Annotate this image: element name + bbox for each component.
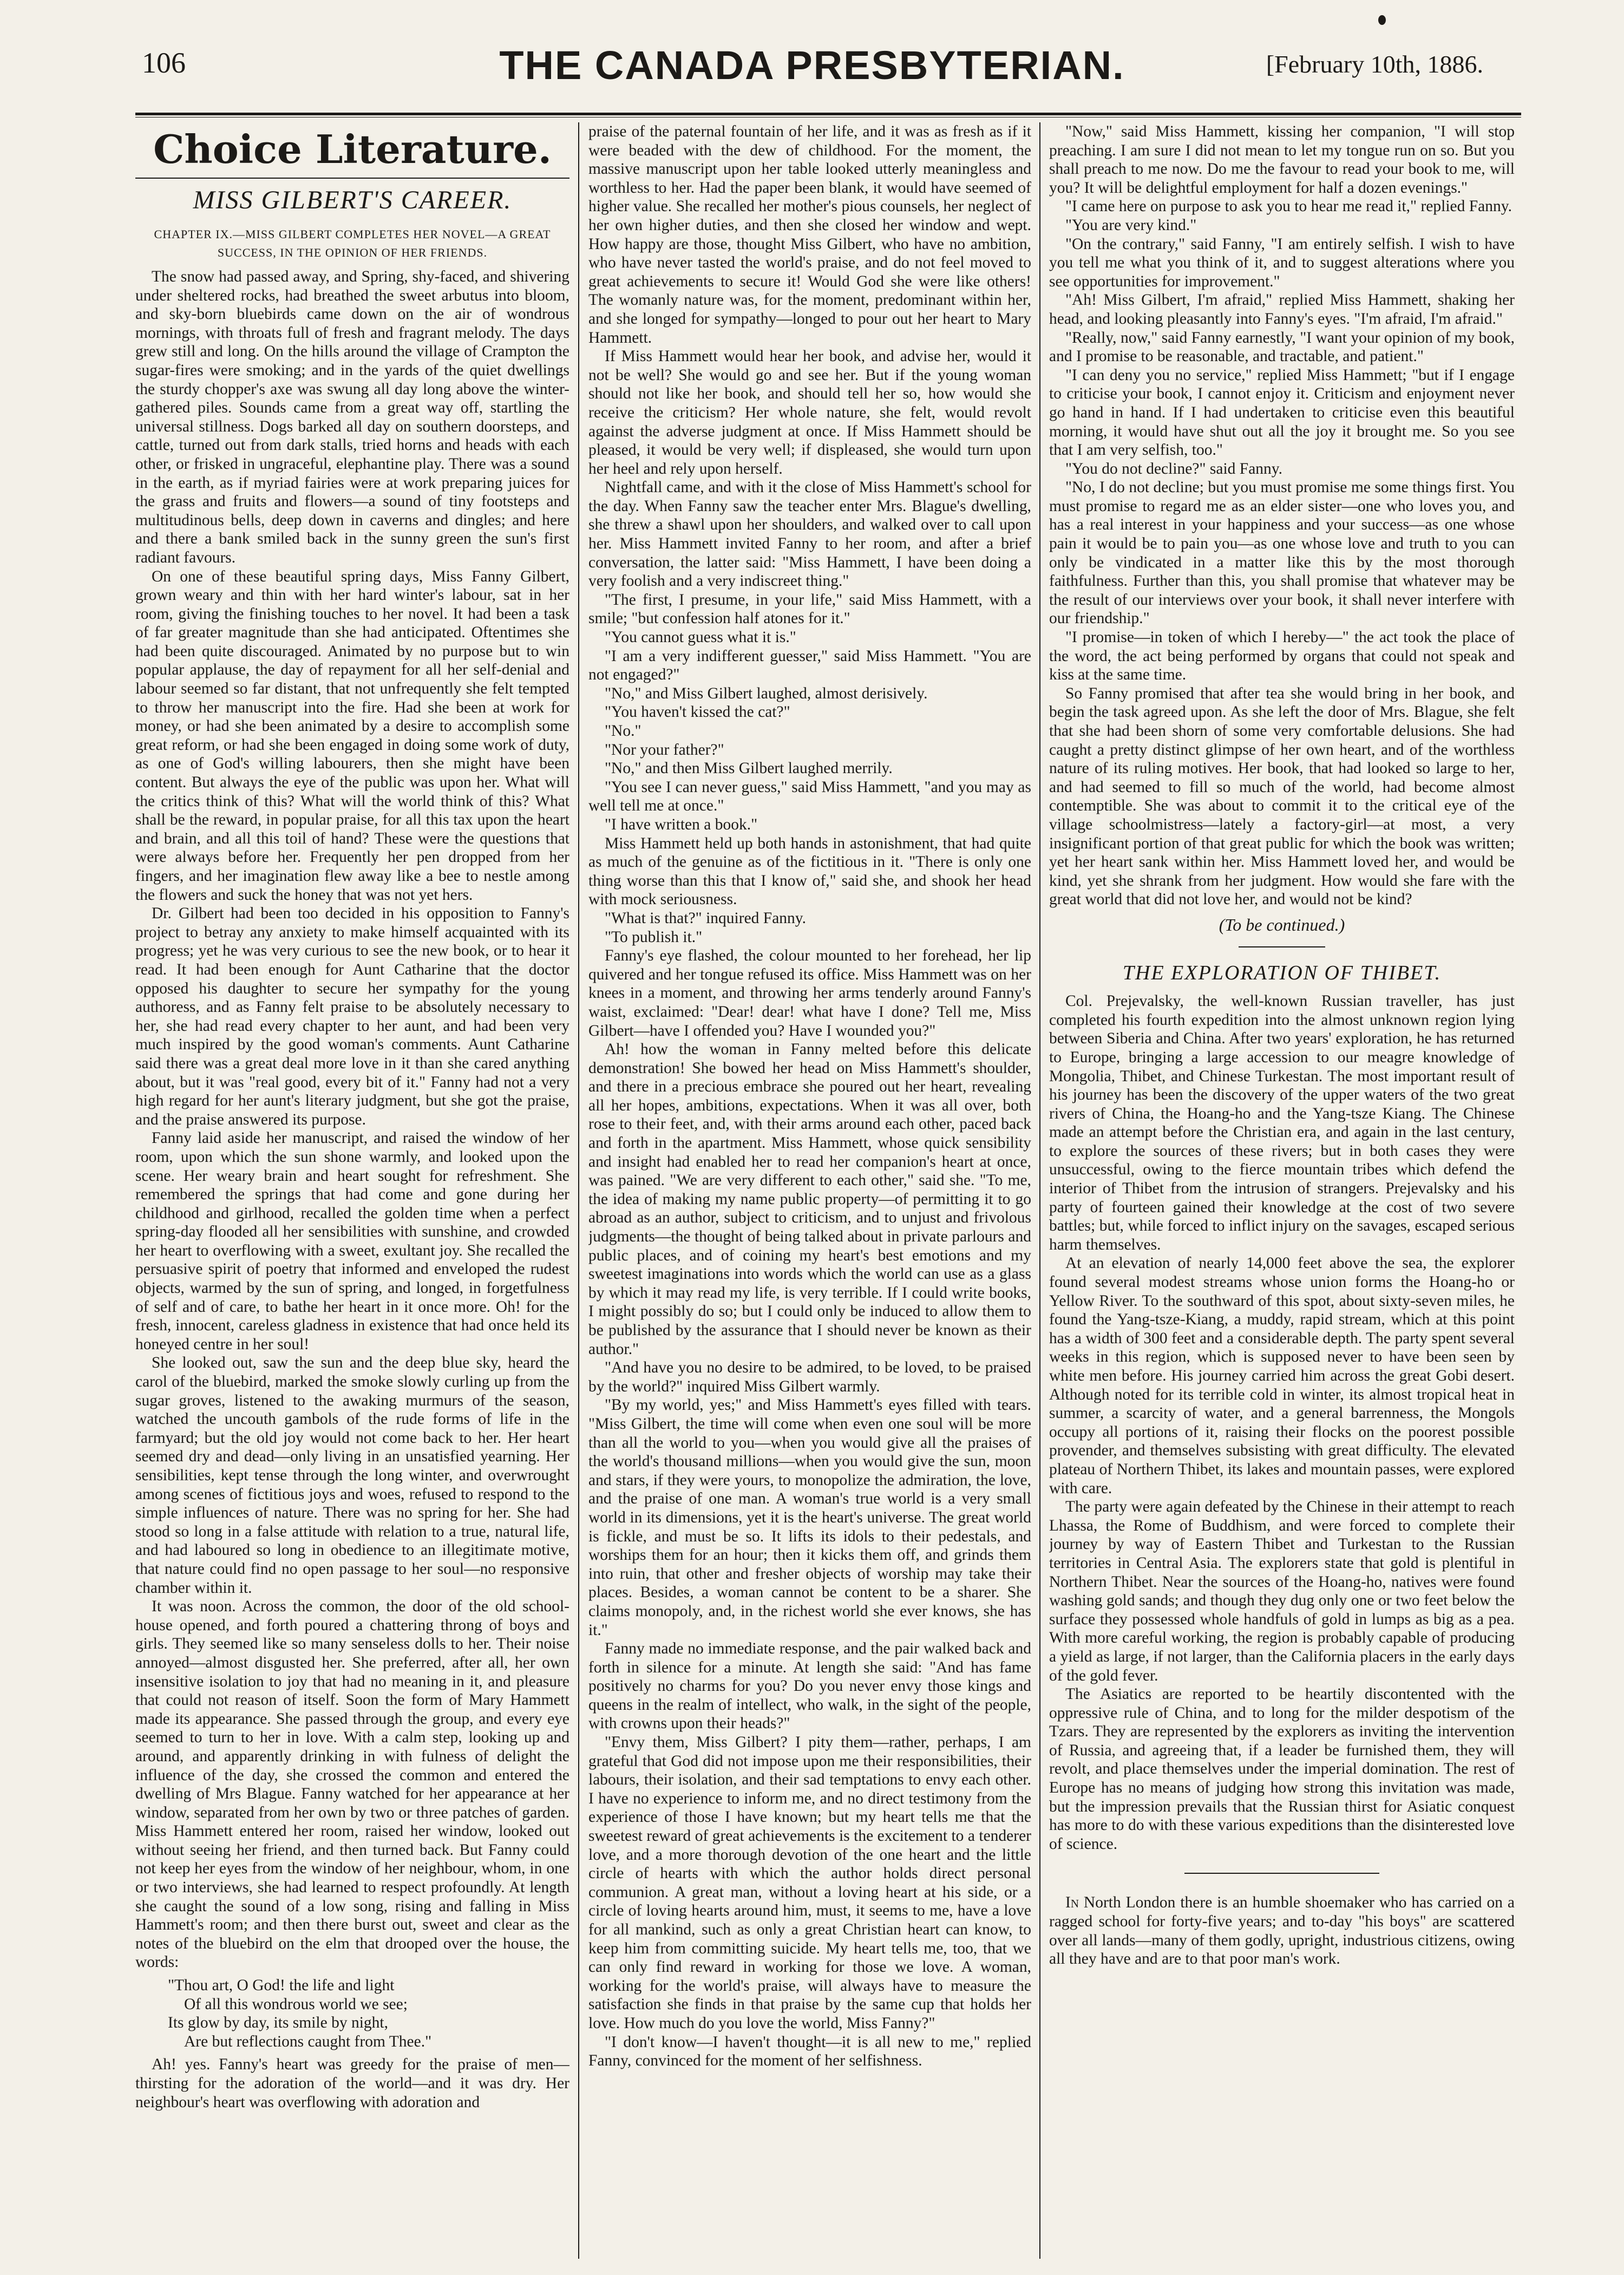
story-paragraph: "Now," said Miss Hammett, kissing her companion, "I will stop preaching. I am sure I did not mean to let my tongue run on so. But you shall preach to me now. Do me the favour to read your book to me, will you? It will be delightful employment for half a dozen evenings." [1049,123,1515,197]
story-title: MISS GILBERT'S CAREER. [193,186,512,214]
issue-date: [February 10th, 1886. [1266,50,1483,78]
story-paragraph: "To publish it." [605,928,703,946]
hymn-verse [168,1976,569,2051]
story-paragraph: Nightfall came, and with it the close of Miss Hammett's school for the day. When Fanny saw the teacher enter Mrs. Blague's dwelling, she threw a shawl upon her shoulders, and walked over to call upon her. Miss Hammett invited Fanny to her room, and after a brief conversation, the latter said: "Miss Hammett, I have been doing a very foolish and a very indiscreet thing." [588,479,1031,590]
story-paragraph: "You see I can never guess," said Miss Hammett, "and you may as well tell me at once." [588,778,1031,815]
column-divider [578,122,579,2259]
header-rule [135,113,1521,117]
story-paragraph: "You cannot guess what it is." [605,629,796,646]
story-paragraph: Ah! yes. Fanny's heart was greedy for the praise of men—thirsting for the adoration of the world—and it was dry. Her neighbour's heart was overflowing with adoration and [135,2056,569,2111]
verse-line: Of all this wondrous world we see; [184,1995,408,2013]
story-paragraph: "No," and then Miss Gilbert laughed merrily. [605,760,893,777]
story-paragraph: "Really, now," said Fanny earnestly, "I want your opinion of my book, and I promise to be reasonable, and tractable, and patient." [1049,329,1515,365]
story-paragraph: "I have written a book." [605,815,758,833]
story-paragraph: praise of the paternal fountain of her life, and it was as fresh as if it were beaded with the dew of childhood. For the moment, the massive manuscript upon her table looked utterly meaningless and worthless to her. Had the paper been blank, it would have seemed of higher value. She recalled her mother's pious counsels, her neglect of her own higher duties, and then she closed her window and wept. How happy are those, thought Miss Gilbert, who have no ambition, who have never tasted the world's praise, and do not feel moved to great achievements to secure it! Would God she were like others! The womanly nature was, for the moment, predominant within her, and she longed for sympathy—longed to pour out her heart to Mary Hammett. [588,123,1031,347]
note-text: North London there is an humble shoemaker who has carried on a ragged school for forty-five years; and to-day "his boys" are scattered over all lands—many of them godly, upright, industrious citizens, owing all they have and are to that poor man's work. [1049,1894,1515,1968]
page-header [0,0,1624,141]
story-paragraph: "Ah! Miss Gilbert, I'm afraid," replied Miss Hammett, shaking her head, and looking pleasantly into Fanny's eyes. "I'm afraid, I'm afraid." [1049,291,1515,328]
story-paragraph: "Nor your father?" [605,741,724,759]
story-paragraph: "And have you no desire to be admired, to be loved, to be praised by the world?" inquired Miss Gilbert warmly. [588,1359,1031,1395]
story-paragraph: Ah! how the woman in Fanny melted before this delicate demonstration! She bowed her head on Miss Hammett's shoulder, and there in a precious embrace she poured out her heart, revealing all her hopes, ambitions, expectations. When it was all over, both rose to their feet, and, with their arms around each other, paced back and forth in the apartment. Miss Hammett, whose quick sensibility and insight had enabled her to read her companion's heart at once, was pained. "We are very different to each other," said she. "To me, the idea of making my name public property—of permitting it to go abroad as an author, subject to criticism, and to unjust and frivolous judgments—the thought of being talked about in private parlours and public places, and of coining my heart's best emotions and my sweetest imaginations into words which the world can use as a glass by which it may read my life, is very terrible. If I could write books, I might possibly do so; but I could only be induced to allow them to be published by the assurance that I should never be known as their author." [588,1041,1031,1358]
story-paragraph: "Envy them, Miss Gilbert? I pity them—rather, perhaps, I am grateful that God did not impose upon me their responsibilities, their labours, their isolation, and their sad temptations to envy each other. I have no experience to inform me, and no direct testimony from the experience of those I have known; but my heart tells me that the sweetest reward of great achievements is the excitement to a tenderer love, and a more thorough devotion of the one heart and the little circle of hearts with which the author holds direct personal communion. A great man, without a loving heart at his side, or a circle of loving hearts around him, must, it seems to me, have a love for all mankind, such as only a great Christian heart can know, to keep him from committing suicide. My heart tells me, too, that we can only find reward in working for those we love. A woman, working for the world's praise, will always have to measure the satisfaction she finds in that praise by the same cup that holds her love. How much do you love the world, Miss Fanny?" [588,1734,1031,2032]
ink-speck [1378,15,1386,25]
verse-line: Its glow by day, its smile by night, [168,2014,388,2032]
note-paragraph [1049,1893,1515,1968]
story-paragraph: "What is that?" inquired Fanny. [605,909,806,927]
article-paragraph: At an elevation of nearly 14,000 feet above the sea, the explorer found several modest streams whose union forms the Hoang-ho or Yellow River. To the southward of this spot, about sixty-seven miles, he found the Yang-tsze-Kiang, a muddy, rapid stream, which at this point has a width of 300 feet and a considerable depth. The party spent several weeks in this region, which is supposed never to have been seen by white men before. His journey carried him across the great Gobi desert. Although noted for its terrible cold in winter, its almost tropical heat in summer, a scarcity of water, and a general barrenness, the Mongols occupy all portions of it, raising their flocks on the poorest possible provender, and themselves subsisting with great difficulty. The elevated plateau of Northern Thibet, its lakes and mountain passes, were explored with care. [1049,1254,1515,1497]
verse-line: "Thou art, O God! the life and light [168,1977,395,1995]
page-number: 106 [142,47,186,79]
story-paragraph: Fanny's eye flashed, the colour mounted to her forehead, her lip quivered and her tongue refused its office. Miss Hammett was on her knees in a moment, and throwing her arms tenderly around Fanny's waist, exclaimed: "Dear! dear! what have I done? Tell me, Miss Gilbert—have I offended you? Have I wounded you?" [588,947,1031,1040]
article-paragraph: The party were again defeated by the Chinese in their attempt to reach Lhassa, the Rome of Buddhism, and were forced to complete their journey by way of Eastern Thibet and Turkestan to the Russian territories in Central Asia. The explorers state that gold is plentiful in Northern Thibet. Near the sources of the Hoang-ho, natives were found washing gold sands; and though they dug only one or two feet below the surface they possessed whole handfuls of gold in lumps as big as a pea. With more careful working, the region is probably capable of producing a yield as large, if not larger, than the California placers in the early days of the gold fever. [1049,1498,1515,1684]
story-paragraph: "I came here on purpose to ask you to hear me read it," replied Fanny. [1065,198,1512,215]
column-2 [588,122,1031,2265]
story-paragraph: "You haven't kissed the cat?" [605,703,790,721]
column-divider [1039,122,1040,2259]
masthead: THE CANADA PRESBYTERIAN. [499,43,1125,88]
chapter-heading: CHAPTER IX.—MISS GILBERT COMPLETES HER NOVEL—A GREAT SUCCESS, IN THE OPINION OF HER FRIENDS. [154,227,551,259]
continued-note: (To be continued.) [1219,914,1345,934]
section-title: Choice Literature. [135,126,569,179]
story-paragraph: Dr. Gilbert had been too decided in his opposition to Fanny's project to betray any anxiety to make himself acquainted with its progress; yet he was very curious to see the new book, or to hear it read. It had been enough for Aunt Catharine that the doctor opposed his daughter to secure her sympathy for the young authoress, and as Fanny felt praise to be absolutely necessary to her, she had read every chapter to her aunt, and had been very much inspired by the good woman's comments. Aunt Catharine said there was a great deal more love in it than she cared anything about, but it was "real good, every bit of it." Fanny had not a very high regard for her aunt's literary judgment, but she got the praise, and the praise answered its purpose. [135,905,569,1128]
story-paragraph: "On the contrary," said Fanny, "I am entirely selfish. I wish to have you tell me what you think of it, and to suggest alterations where you see opportunities for improvement." [1049,235,1515,290]
article-paragraph: Col. Prejevalsky, the well-known Russian traveller, has just completed his fourth expedition into the almost unknown region lying between Siberia and China. After two years' exploration, he has returned to Europe, bringing a large accession to our meagre knowledge of Mongolia, Thibet, and Chinese Turkestan. The most important result of his journey has been the discovery of the upper waters of the two great rivers of China, the Hoang-ho and the Yang-tsze Kiang. The Chinese made an attempt before the Christian era, and again in the last century, to explore the sources of these rivers; but in both cases they were unsuccessful, owing to the fierce mountain tribes which defend the interior of Thibet from the intrusion of strangers. Prejevalsky and his party of fourteen gained their knowledge at the cost of two severe battles; but, while forced to inflict injury on the savages, escaped serious harm themselves. [1049,992,1515,1253]
story-paragraph: "I can deny you no service," replied Miss Hammett; "but if I engage to criticise your book, I cannot enjoy it. Criticism and enjoyment never go hand in hand. If I had undertaken to criticise even this beautiful morning, it would have shut out all the joy it brought me. So you see that I am very selfish, too." [1049,366,1515,459]
story-paragraph: So Fanny promised that after tea she would bring in her book, and begin the task agreed upon. As she left the door of Mrs. Blague, she felt that she had been shorn of some very comfortable delusions. She had caught a pretty distinct glimpse of her own heart, and of the worthless nature of its ruling motives. Her book, that had looked so large to her, and had seemed to fill so much of the world, had become almost contemptible. She was about to commit it to the critical eye of the village schoolmistress—lately a factory-girl—at most, a very insignificant portion of that great public for which the book was written; yet her heart sank within her. Miss Hammett loved her, and would be kind, yet she shrank from her judgment. How would she fare with the great world that did not love her, and would not be kind? [1049,684,1515,908]
story-paragraph: "No," and Miss Gilbert laughed, almost derisively. [605,684,928,702]
story-paragraph: "You do not decline?" said Fanny. [1065,460,1283,478]
divider-rule [1239,946,1325,947]
story-paragraph: "You are very kind." [1065,216,1197,234]
story-paragraph: Fanny laid aside her manuscript, and raised the window of her room, upon which the sun shone warmly, and looked upon the scene. Her weary brain and heart sought for refreshment. She remembered the springs that had come and gone during her childhood and girlhood, recalled the golden time when a perfect spring-day flooded all her sensibilities with sunshine, and crowded her heart to overflowing with a sweet, exultant joy. She recalled the persuasive spirit of poetry that informed and enveloped the rudest objects, warmed by the sun of spring, and longed, in forgetfulness of self and of care, to bathe her heart in it once more. Oh! for the fresh, innocent, careless gladness in existence that had once held its honeyed centre in her soul! [135,1129,569,1353]
column-3 [1049,122,1515,2265]
story-paragraph: Miss Hammett held up both hands in astonishment, that had quite as much of the genuine as of the fictitious in it. "There is only one thing worse than this that I know of," said she, and shook her head with mock seriousness. [588,834,1031,908]
note-lead: In [1065,1894,1079,1912]
story-paragraph: The snow had passed away, and Spring, shy-faced, and shivering under sheltered rocks, had breathed the sweet arbutus into bloom, and sky-born bluebirds came down on the air of wondrous mornings, with throats full of fresh and fragrant melody. The days grew still and long. On the hills around the village of Crampton the sugar-fires were smoking; and in the yards of the quiet dwellings the sturdy chopper's axe was swung all day long above the winter-gathered piles. Sounds came from a great way off, startling the universal stillness. Dogs barked all day on southern doorsteps, and cattle, turned out from dark stalls, tried horns and heads with each other, or frisked in ungraceful, elephantine play. There was a sound in the earth, as if myriad fairies were at work preparing juices for the grass and fruits and flowers—a sound of tiny footsteps and multitudinous bells, deep down in caverns and dingles; and here and there a bank smiled back in the sunny green the sun's first radiant favours. [135,268,569,566]
story-paragraph: It was noon. Across the common, the door of the old school-house opened, and forth poured a chattering throng of boys and girls. They seemed like so many senseless dolls to her. Their noise annoyed—almost disgusted her. She preferred, after all, her own insensitive isolation to joy that had no meaning in it, and pleasure that could not reason of itself. Soon the form of Mary Hammett made its appearance. She passed through the group, and every eye seemed to turn to her in love. With a calm step, looking up and around, and apparently drinking in with fulness of delight the influence of the day, she crossed the common and entered the dwelling of Mrs Blague. Fanny watched for her appearance at her window, separated from her own by two or three patches of garden. Miss Hammett entered her room, raised her window, looked out without seeing her friend, and then turned back. But Fanny could not keep her eyes from the window of her neighbour, whom, in one or two interviews, she had learned to respect profoundly. At length she caught the sound of a low song, rising and falling in Miss Hammett's room; and then there burst out, sweet and clear as the notes of the bluebird on the elm that drooped over the house, the words: [135,1598,569,1971]
story-paragraph: "I promise—in token of which I hereby—" the act took the place of the word, the act being performed by organs that could not speak and kiss at the same time. [1049,629,1515,684]
story-paragraph: On one of these beautiful spring days, Miss Fanny Gilbert, grown weary and thin with her hard winter's labour, sat in her room, giving the finishing touches to her novel. It had been a task of far greater magnitude than she had anticipated. Oftentimes she had been quite discouraged. Animated by no purpose but to win popular applause, the day of repayment for all her self-denial and labour seemed so far distant, that not unfrequently she felt tempted to throw her manuscript into the fire. Had she been at work for money, or had she been animated by a desire to accomplish some great reform, or had she been engaged in doing some work of duty, as one of God's willing labourers, then she might have been content. But always the eye of the public was upon her. What will the critics think of this? What will the world think of this? What shall be the reward, in popular praise, for all this tax upon the heart and brain, and all this toil of hand? These were the questions that were always before her. Frequently her pen dropped from her fingers, and her imagination flew away like a bee to nestle among the flowers and suck the honey that was not yet hers. [135,567,569,904]
divider-rule [1184,1873,1379,1874]
article-title: THE EXPLORATION OF THIBET. [1122,961,1442,984]
article-paragraph: The Asiatics are reported to be heartily discontented with the oppressive rule of China, and to long for the milder despotism of the Tzars. They are represented by the explorers as inviting the intervention of Russia, and agreeing that, if a leader be furnished them, they will revolt, and place themselves under the imperial domination. The rest of Europe has no means of judging how strong this invitation was made, but the impression prevails that the Russian thirst for Asiatic conquest has more to do with these various expeditions than the disinterested love of science. [1049,1685,1515,1853]
story-paragraph: She looked out, saw the sun and the deep blue sky, heard the carol of the bluebird, marked the smoke slowly curling up from the sugar groves, listened to the awaking murmurs of the season, watched the uncouth gambols of the rude forms of life in the farmyard; but the old joy would not come back to her. Her heart seemed dry and dead—only living in an unsatisfied yearning. Her sensibilities, kept tense through the long winter, and overwrought among scenes of fictitious joys and woes, refused to respond to the simple influences of nature. There was no spring for her. She had stood so long in a false attitude with relation to a true, natural life, and had laboured so long in obedience to an illegitimate motive, that nature could find no open passage to her soul—no responsive chamber within it. [135,1354,569,1597]
story-paragraph: "No, I do not decline; but you must promise me some things first. You must promise to regard me as an elder sister—one who loves you, and has a real interest in your happiness and your success—as one whose pain it would be to pain you—as one whose love and truth to you can only be vindicated in a matter like this by the most thorough faithfulness. Further than this, you shall promise that whatever may be the result of our interviews over your book, it shall never interfere with our friendship." [1049,479,1515,627]
story-paragraph: "The first, I presume, in your life," said Miss Hammett, with a smile; "but confession half atones for it." [588,591,1031,627]
story-paragraph: "No." [605,722,641,740]
story-paragraph: "I don't know—I haven't thought—it is all new to me," replied Fanny, convinced for the moment of her selfishness. [588,2033,1031,2070]
story-paragraph: "I am a very indifferent guesser," said Miss Hammett. "You are not engaged?" [588,647,1031,684]
verse-line: Are but reflections caught from Thee." [184,2032,432,2050]
story-paragraph: Fanny made no immediate response, and the pair walked back and forth in silence for a minute. At length she said: "And has fame positively no charms for you? Do you never envy those kings and queens in the realm of intellect, who walk, in the sight of the people, with crowns upon their heads?" [588,1640,1031,1733]
column-1 [135,122,569,2265]
story-paragraph: If Miss Hammett would hear her book, and advise her, would it not be well? She would go and see her. But if the young woman should not like her book, and should tell her so, how would she receive the criticism? Her whole nature, she felt, would revolt against the adverse judgment at once. If Miss Hammett should be pleased, it would be very well; if displeased, she would turn upon her heel and rely upon herself. [588,348,1031,478]
story-paragraph: "By my world, yes;" and Miss Hammett's eyes filled with tears. "Miss Gilbert, the time will come when even one soul will be more than all the world to you—when you would give all the praises of the world's thousand millions—when you would give the sun, moon and stars, if they were yours, to monopolize the admiration, the love, and the praise of one man. A woman's true world is a very small world in its dimensions, yet it is the heart's universe. The great world is fickle, and must be so. It lifts its idols to their pedestals, and worships them for an hour; then it kicks them off, and grinds them into ruin, that other and fresher objects of worship may take their places. Besides, a woman cannot be content to be a sharer. She claims monopoly, and, in the richest world she ever knows, she has it." [588,1396,1031,1639]
